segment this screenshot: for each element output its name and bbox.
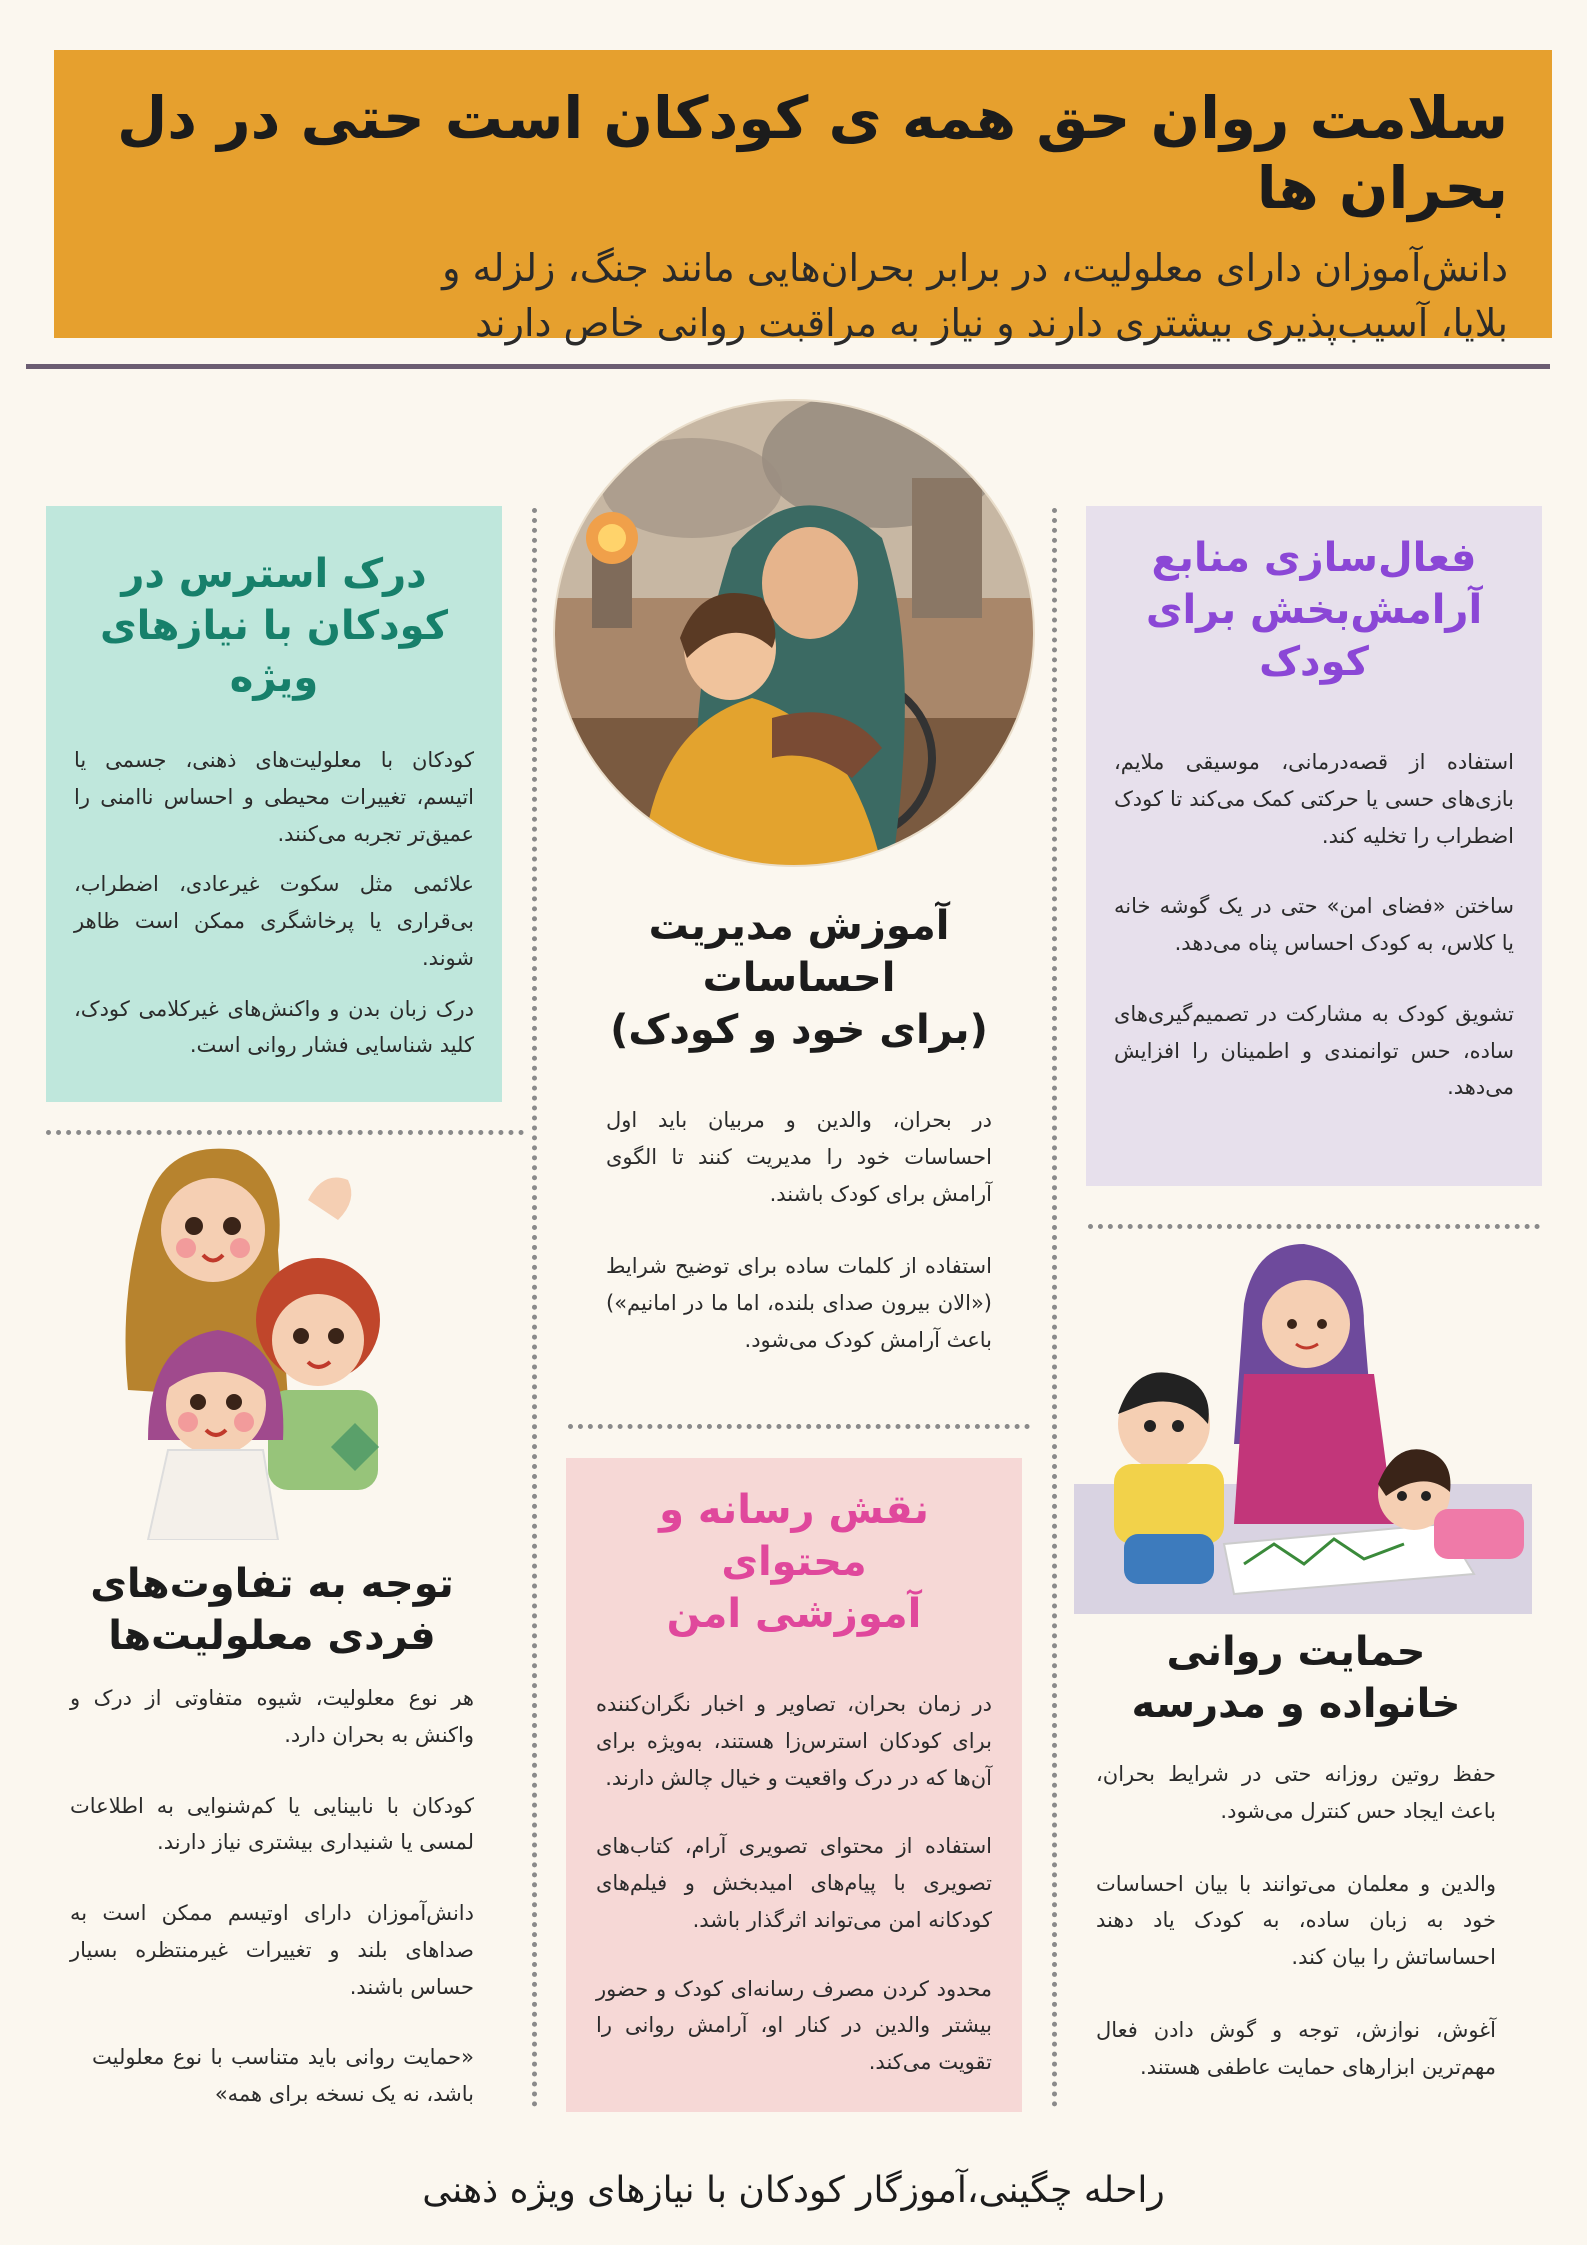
card-support-p3: آغوش، نوازش، توجه و گوش دادن فعال مهم‌ترین ابزارهای حمایت عاطفی هستند. (1096, 2017, 1496, 2079)
three-children-illustration (108, 1140, 438, 1540)
card-stress-title-line1: درک استرس در (121, 551, 427, 597)
card-calm-p2: ساختن «فضای امن» حتی در یک گوشه خانه یا کلاس، به کودک احساس پناه می‌دهد. (1114, 894, 1514, 955)
card-emotion-p1: در بحران، والدین و مربیان باید اول احساسات خود را مدیریت کنند تا الگوی آرامش برای کودک باشند. (606, 1108, 992, 1206)
card-media-title-line2: آموزشی امن (666, 1591, 922, 1637)
footer-author: راحله چگینی،آموزگار کودکان با نیازهای ویژه ذهنی (422, 2170, 1165, 2211)
card-differences-p1: هر نوع معلولیت، شیوه متفاوتی از درک و واکنش به بحران دارد. (70, 1686, 474, 1747)
subtitle-line-1: دانش‌آموزان دارای معلولیت، در برابر بحران‌هایی مانند جنگ، زلزله و (442, 246, 1508, 291)
card-stress-title-line2: کودکان با نیازهای ویژه (100, 603, 448, 701)
card-media-title-line1: نقش رسانه و محتوای (659, 1487, 929, 1585)
card-support-title-line1: حمایت روانی (1166, 1629, 1426, 1675)
card-support-title (1096, 1626, 1496, 1730)
mother-hugging-child-illustration (552, 398, 1036, 868)
card-media-p2: استفاده از محتوای تصویری آرام، کتاب‌های تصویری با پیام‌های امیدبخش و فیلم‌های کودکانه امن می‌تواند اثرگذار باشد. (596, 1834, 992, 1932)
card-differences-quote: «حمایت روانی باید متناسب با نوع معلولیت باشد، نه یک نسخه برای همه» (92, 2045, 474, 2106)
page-subtitle (98, 241, 1508, 351)
card-stress-p2: علائمی مثل سکوت غیرعادی، اضطراب، بی‌قراری یا پرخاشگری ممکن است ظاهر شوند. (74, 872, 474, 970)
card-emotion-title (586, 900, 1012, 1056)
card-stress (46, 506, 502, 1102)
card-support-title-line2: خانواده و مدرسه (1131, 1681, 1461, 1727)
card-support (1096, 1626, 1496, 2096)
card-calm-p1: استفاده از قصه‌درمانی، موسیقی ملایم، بازی‌های حسی یا حرکتی کمک می‌کند تا کودک اضطراب را تخلیه کند. (1114, 750, 1514, 848)
row-divider-right (1088, 1224, 1540, 1229)
card-differences (70, 1558, 474, 2118)
card-differences-title-line2: فردی معلولیت‌ها (108, 1613, 436, 1659)
page-title: سلامت روان حق همه ی کودکان است حتی در دل بحران ها (116, 84, 1508, 222)
card-emotion-p2: استفاده از کلمات ساده برای توضیح شرایط («الان بیرون صدای بلنده، اما ما در امانیم») باعث آرامش کودک می‌شود. (606, 1254, 992, 1352)
header-divider (26, 364, 1550, 369)
card-emotion-title-line2: (برای خود و کودک) (610, 1007, 988, 1053)
card-emotion-title-line1: آموزش مدیریت احساسات (648, 903, 950, 1001)
card-stress-p1: کودکان با معلولیت‌های ذهنی، جسمی یا اتیسم، تغییرات محیطی و احساس ناامنی را عمیق‌تر تجربه می‌کنند. (74, 748, 474, 846)
row-divider-left (46, 1130, 524, 1135)
card-calm-title-line2: آرامش‌بخش برای کودک (1145, 587, 1483, 685)
card-stress-title (74, 548, 474, 704)
mother-and-children-drawing-illustration (1074, 1244, 1532, 1614)
card-support-p2: والدین و معلمان می‌توانند با بیان احساسات خود به زبان ساده، به کودک یاد دهند احساساتش را بیان کند. (1096, 1871, 1496, 1969)
card-calm (1086, 506, 1542, 1186)
card-media-p1: در زمان بحران، تصاویر و اخبار نگران‌کننده برای کودکان استرس‌زا هستند، به‌ویژه برای آن‌ها که در درک واقعیت و خیال چالش دارند. (596, 1692, 992, 1790)
card-differences-title-line1: توجه به تفاوت‌های (90, 1561, 454, 1607)
card-media-p3: محدود کردن مصرف رسانه‌ای کودک و حضور بیشتر والدین در کنار او، آرامش روانی را تقویت می‌کند. (596, 1976, 992, 2074)
card-emotion (566, 900, 1032, 1352)
card-calm-p3: تشویق کودک به مشارکت در تصمیم‌گیری‌های ساده، حس توانمندی و اطمینان را افزایش می‌دهد. (1114, 1001, 1514, 1100)
card-differences-title (70, 1558, 474, 1662)
card-media-title (596, 1484, 992, 1640)
subtitle-line-2: بلایا، آسیب‌پذیری بیشتری دارند و نیاز به مراقبت روانی خاص دارند (475, 301, 1508, 346)
row-divider-center (568, 1424, 1030, 1429)
card-calm-title (1114, 532, 1514, 688)
card-support-p1: حفظ روتین روزانه حتی در شرایط بحران، باعث ایجاد حس کنترل می‌شود. (1096, 1762, 1496, 1823)
card-media (566, 1458, 1022, 2112)
card-calm-title-line1: فعال‌سازی منابع (1151, 535, 1477, 581)
card-differences-p2: کودکان با نابینایی یا کم‌شنوایی به اطلاعات لمسی یا شنیداری بیشتری نیاز دارند. (70, 1793, 474, 1855)
column-divider-right (1052, 508, 1057, 2108)
header-banner (54, 50, 1552, 346)
column-divider-left (532, 508, 537, 2108)
card-differences-p3: دانش‌آموزان دارای اوتیسم ممکن است به صداهای بلند و تغییرات غیرمنتظره بسیار حساس باشند. (70, 1901, 474, 1999)
card-stress-p3: درک زبان بدن و واکنش‌های غیرکلامی کودک، کلید شناسایی فشار روانی است. (74, 996, 474, 1058)
